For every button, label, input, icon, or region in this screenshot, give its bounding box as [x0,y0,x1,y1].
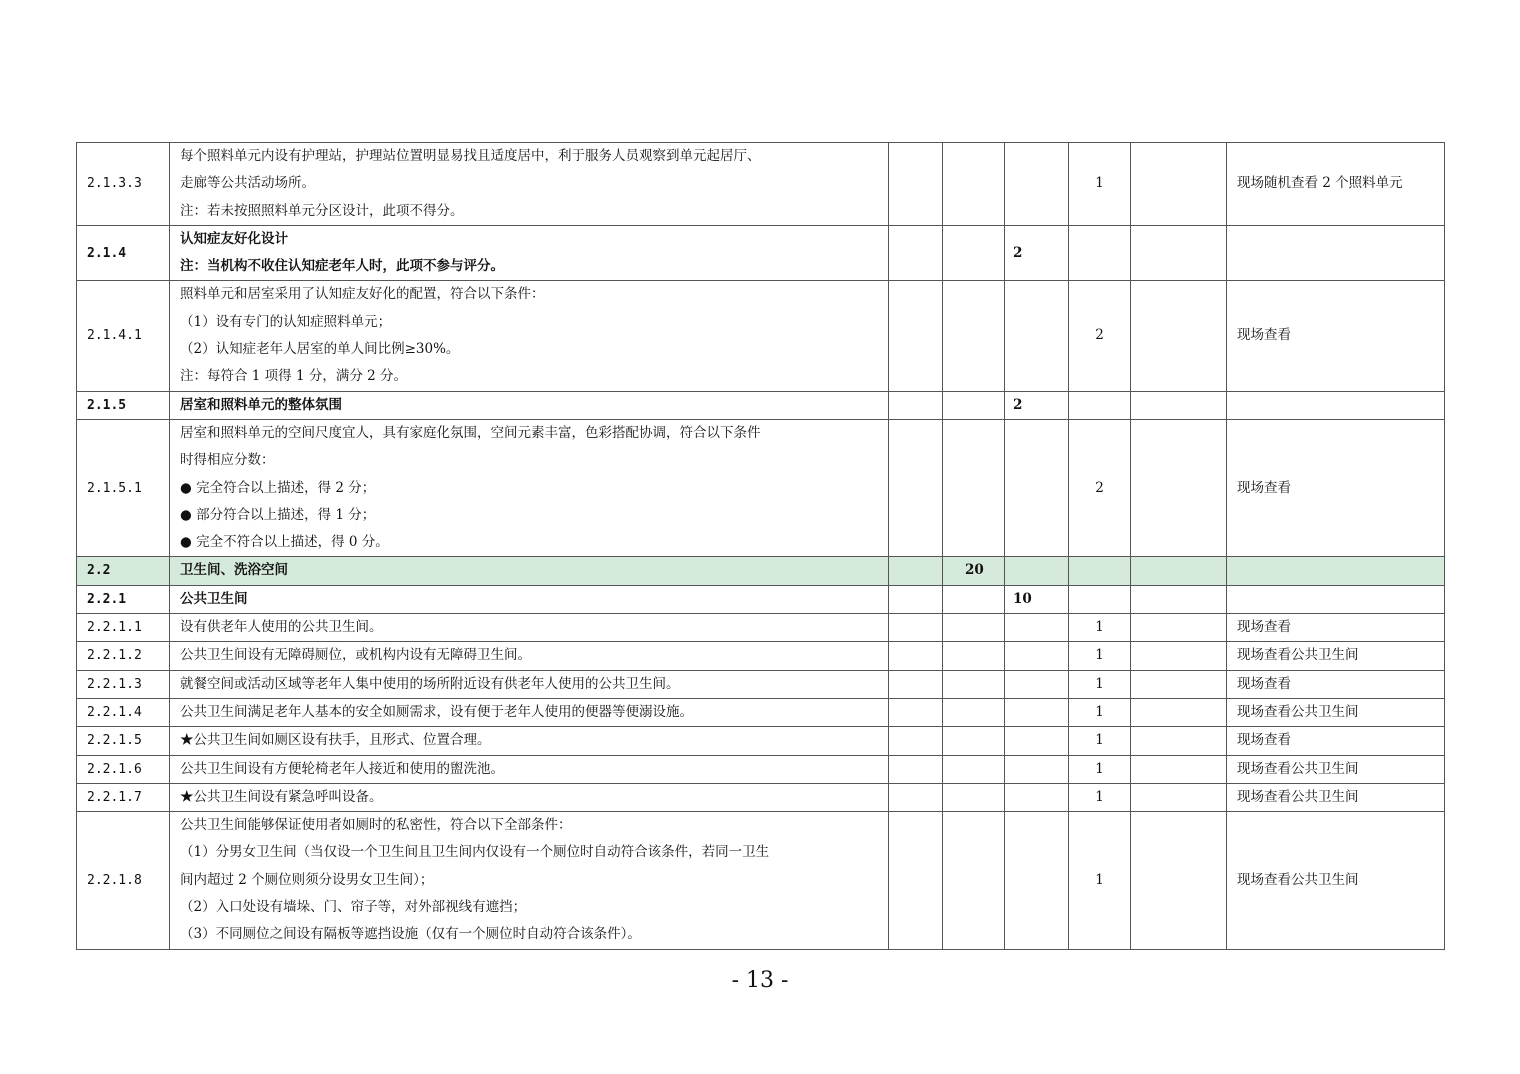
item-score [1069,585,1131,613]
item-score: 1 [1069,783,1131,811]
empty-cell [889,143,943,226]
item-number: 2.2.1.4 [77,698,170,726]
page-number: - 13 - [731,968,789,993]
item-content [170,698,889,726]
content-line: 公共卫生间能够保证使用者如厕时的私密性，符合以下全部条件： [180,817,572,834]
section-score [943,727,1005,755]
item-score: 2 [1069,419,1131,556]
content-line: 设有供老年人使用的公共卫生间。 [180,619,383,636]
content-line: 卫生间、洗浴空间 [180,562,288,579]
subsection-score [1005,557,1069,585]
empty-cell [889,698,943,726]
content-line: ★公共卫生间设有紧急呼叫设备。 [180,788,383,805]
check-method: 现场查看 [1227,614,1445,642]
content-line: 时得相应分数： [180,452,275,469]
check-method: 现场查看 [1227,670,1445,698]
item-content [170,225,889,281]
table-row [77,642,1445,670]
item-content [170,642,889,670]
subsection-score [1005,783,1069,811]
item-content [170,419,889,556]
item-number: 2.2.1.3 [77,670,170,698]
check-method: 现场随机查看 2 个照料单元 [1227,143,1445,226]
item-content [170,812,889,949]
content-line: ● 完全不符合以上描述，得 0 分。 [180,534,389,551]
item-content [170,670,889,698]
empty-cell [889,812,943,949]
item-content [170,614,889,642]
empty-cell [1131,391,1227,419]
table-row [77,281,1445,391]
content-line: 每个照料单元内设有护理站，护理站位置明显易找且适度居中，利于服务人员观察到单元起居厅、 [180,148,761,164]
item-content [170,143,889,226]
content-line: （3）不同厕位之间设有隔板等遮挡设施（仅有一个厕位时自动符合该条件）。 [180,926,641,943]
section-score [943,812,1005,949]
empty-cell [1131,642,1227,670]
table-row [77,727,1445,755]
empty-cell [1131,812,1227,949]
subsection-score [1005,670,1069,698]
content-line: 就餐空间或活动区域等老年人集中使用的场所附近设有供老年人使用的公共卫生间。 [180,675,680,692]
subsection-score [1005,642,1069,670]
empty-cell [1131,225,1227,281]
check-method [1227,225,1445,281]
content-line: 居室和照料单元的空间尺度宜人，具有家庭化氛围，空间元素丰富，色彩搭配协调，符合以下条件 [180,424,761,441]
table-row [77,698,1445,726]
section-score [943,143,1005,226]
empty-cell [1131,557,1227,585]
content-line: 居室和照料单元的整体氛围 [180,396,342,413]
check-method: 现场查看 [1227,419,1445,556]
item-number: 2.1.3.3 [77,143,170,226]
content-line: 公共卫生间设有无障碍厕位，或机构内设有无障碍卫生间。 [180,647,531,664]
item-content [170,557,889,585]
item-score [1069,557,1131,585]
table-row [77,391,1445,419]
section-score: 20 [943,557,1005,585]
item-score [1069,225,1131,281]
subsection-score [1005,755,1069,783]
empty-cell [1131,698,1227,726]
empty-cell [889,281,943,391]
item-number: 2.2.1.5 [77,727,170,755]
table-row [77,419,1445,556]
check-method: 现场查看公共卫生间 [1227,812,1445,949]
item-number: 2.2.1.1 [77,614,170,642]
empty-cell [889,557,943,585]
empty-cell [1131,727,1227,755]
item-number: 2.2.1.6 [77,755,170,783]
check-method: 现场查看公共卫生间 [1227,755,1445,783]
section-score [943,225,1005,281]
content-line: （2）认知症老年人居室的单人间比例≥30%。 [180,341,460,358]
item-content [170,391,889,419]
content-line: （1）分男女卫生间（当仅设一个卫生间且卫生间内仅设有一个厕位时自动符合该条件，若同一卫生 [180,844,770,861]
empty-cell [1131,281,1227,391]
table-row [77,670,1445,698]
subsection-score [1005,614,1069,642]
content-line: 注：当机构不收住认知症老年人时，此项不参与评分。 [180,258,504,275]
item-number: 2.1.4.1 [77,281,170,391]
section-score [943,783,1005,811]
empty-cell [889,783,943,811]
content-line: ● 完全符合以上描述，得 2 分； [180,479,376,496]
section-score [943,585,1005,613]
section-score [943,755,1005,783]
item-score: 1 [1069,727,1131,755]
empty-cell [1131,755,1227,783]
content-line: 照料单元和居室采用了认知症友好化的配置，符合以下条件： [180,286,545,303]
empty-cell [889,225,943,281]
empty-cell [1131,614,1227,642]
empty-cell [889,727,943,755]
table-row [77,614,1445,642]
item-score: 1 [1069,755,1131,783]
subsection-score [1005,419,1069,556]
check-method: 现场查看公共卫生间 [1227,698,1445,726]
content-line: 注：每符合 1 项得 1 分，满分 2 分。 [180,368,408,385]
item-number: 2.2 [77,557,170,585]
check-method [1227,585,1445,613]
check-method: 现场查看 [1227,281,1445,391]
empty-cell [889,585,943,613]
item-score: 1 [1069,642,1131,670]
item-number: 2.1.5.1 [77,419,170,556]
content-line: 注：若未按照照料单元分区设计，此项不得分。 [180,202,464,219]
section-score [943,670,1005,698]
check-method: 现场查看 [1227,727,1445,755]
empty-cell [889,755,943,783]
content-line: 认知症友好化设计 [180,230,288,247]
check-method [1227,391,1445,419]
item-score: 1 [1069,812,1131,949]
table-row [77,783,1445,811]
content-line: 公共卫生间 [180,590,248,607]
check-method: 现场查看公共卫生间 [1227,642,1445,670]
subsection-score [1005,698,1069,726]
empty-cell [889,391,943,419]
content-line: ★公共卫生间如厕区设有扶手，且形式、位置合理。 [180,732,491,749]
item-score: 2 [1069,281,1131,391]
section-score [943,698,1005,726]
table-row [77,755,1445,783]
empty-cell [889,642,943,670]
section-score [943,419,1005,556]
item-content [170,755,889,783]
empty-cell [1131,670,1227,698]
content-line: 间内超过 2 个厕位则须分设男女卫生间）； [180,871,434,888]
item-content [170,585,889,613]
section-score [943,642,1005,670]
empty-cell [889,614,943,642]
empty-cell [1131,419,1227,556]
empty-cell [1131,783,1227,811]
table-row [77,585,1445,613]
subsection-score: 2 [1005,391,1069,419]
empty-cell [889,670,943,698]
item-number: 2.2.1.8 [77,812,170,949]
content-line: 公共卫生间设有方便轮椅老年人接近和使用的盥洗池。 [180,760,504,777]
content-line: 公共卫生间满足老年人基本的安全如厕需求，设有便于老年人使用的便器等便溺设施。 [180,703,693,720]
content-line: 走廊等公共活动场所。 [180,175,315,192]
table-row [77,225,1445,281]
item-number: 2.1.4 [77,225,170,281]
section-score [943,614,1005,642]
content-line: （2）入口处设有墙垛、门、帘子等，对外部视线有遮挡； [180,899,527,916]
item-number: 2.2.1.2 [77,642,170,670]
subsection-score [1005,727,1069,755]
item-number: 2.2.1 [77,585,170,613]
content-line: ● 部分符合以上描述，得 1 分； [180,506,376,523]
item-score: 1 [1069,614,1131,642]
empty-cell [889,419,943,556]
item-content [170,727,889,755]
table-row [77,557,1445,585]
check-method: 现场查看公共卫生间 [1227,783,1445,811]
item-number: 2.1.5 [77,391,170,419]
item-score: 1 [1069,670,1131,698]
subsection-score [1005,281,1069,391]
subsection-score: 10 [1005,585,1069,613]
check-method [1227,557,1445,585]
item-content [170,783,889,811]
empty-cell [1131,585,1227,613]
subsection-score [1005,143,1069,226]
item-score: 1 [1069,698,1131,726]
item-score [1069,391,1131,419]
content-line: （1）设有专门的认知症照料单元； [180,313,392,330]
section-score [943,391,1005,419]
table-row [77,143,1445,226]
empty-cell [1131,143,1227,226]
subsection-score [1005,812,1069,949]
item-score: 1 [1069,143,1131,226]
subsection-score: 2 [1005,225,1069,281]
item-number: 2.2.1.7 [77,783,170,811]
item-content [170,281,889,391]
table-row [77,812,1445,949]
section-score [943,281,1005,391]
evaluation-table [76,142,1445,950]
